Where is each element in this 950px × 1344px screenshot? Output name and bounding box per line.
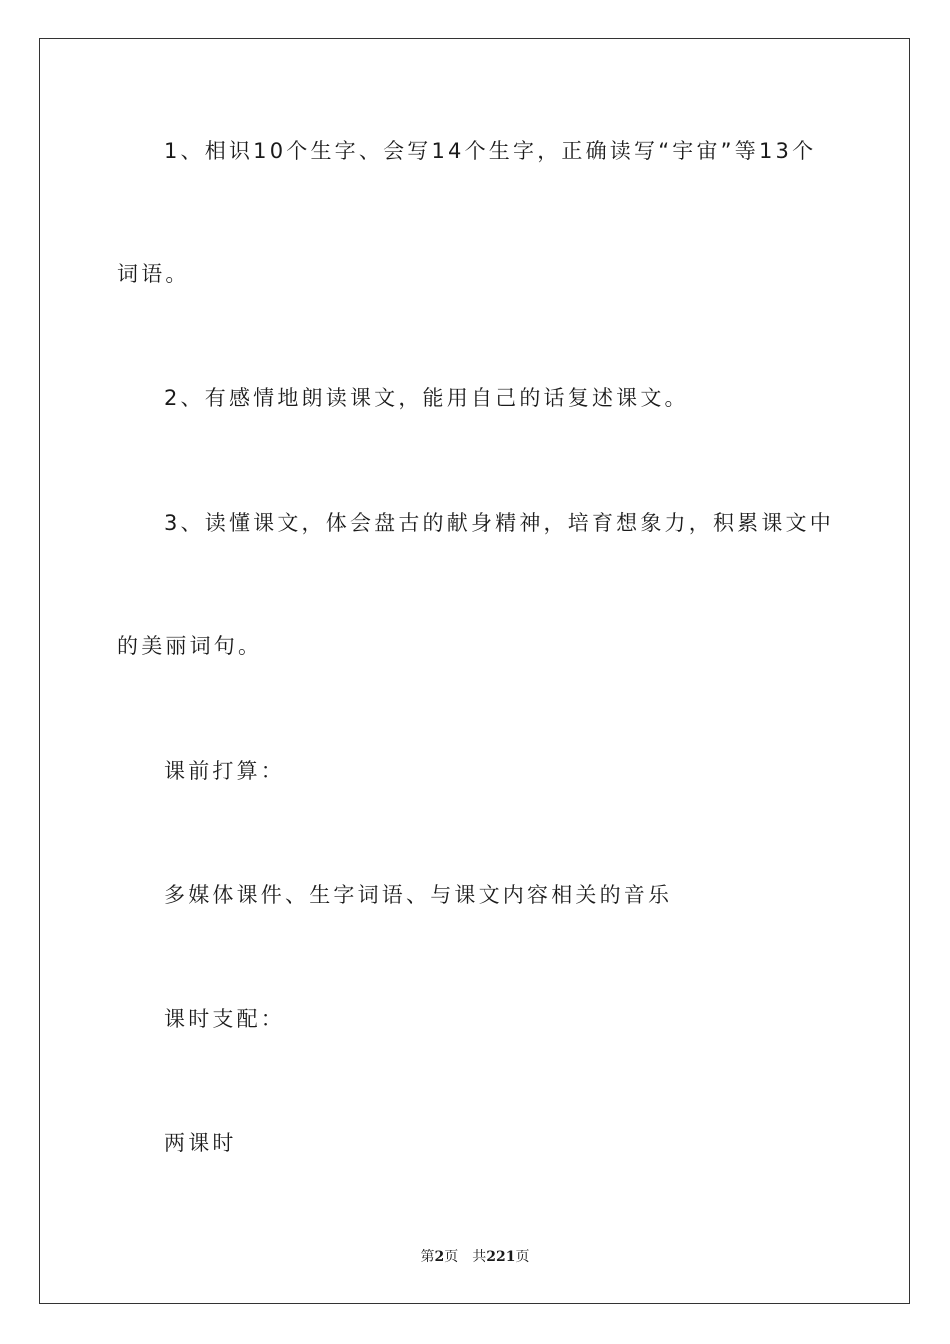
footer-page-number: 2 [434,1249,445,1265]
schedule-heading: 课时支配： [164,1007,285,1031]
page-border [39,38,910,1304]
objective-1-line-2: 词语。 [117,262,190,286]
objective-1-line-1: 1、相识10个生字、会写14个生字，正确读写“宇宙”等13个 [164,139,817,163]
footer-total-suffix: 页 [515,1249,530,1265]
objective-3-line-2: 的美丽词句。 [117,634,263,658]
objective-3-line-1: 3、读懂课文，体会盘古的献身精神，培育想象力，积累课文中 [164,511,834,535]
footer-total-pages: 221 [486,1249,516,1265]
page-footer [0,1247,950,1267]
preparation-content: 多媒体课件、生字词语、与课文内容相关的音乐 [164,883,673,907]
objective-2: 2、有感情地朗读课文，能用自己的话复述课文。 [164,386,689,410]
footer-page-prefix: 第 [420,1249,435,1265]
footer-total-prefix: 共 [472,1249,487,1265]
preparation-heading: 课前打算： [164,759,285,783]
footer-page-suffix: 页 [444,1249,459,1265]
schedule-content: 两课时 [164,1131,237,1155]
